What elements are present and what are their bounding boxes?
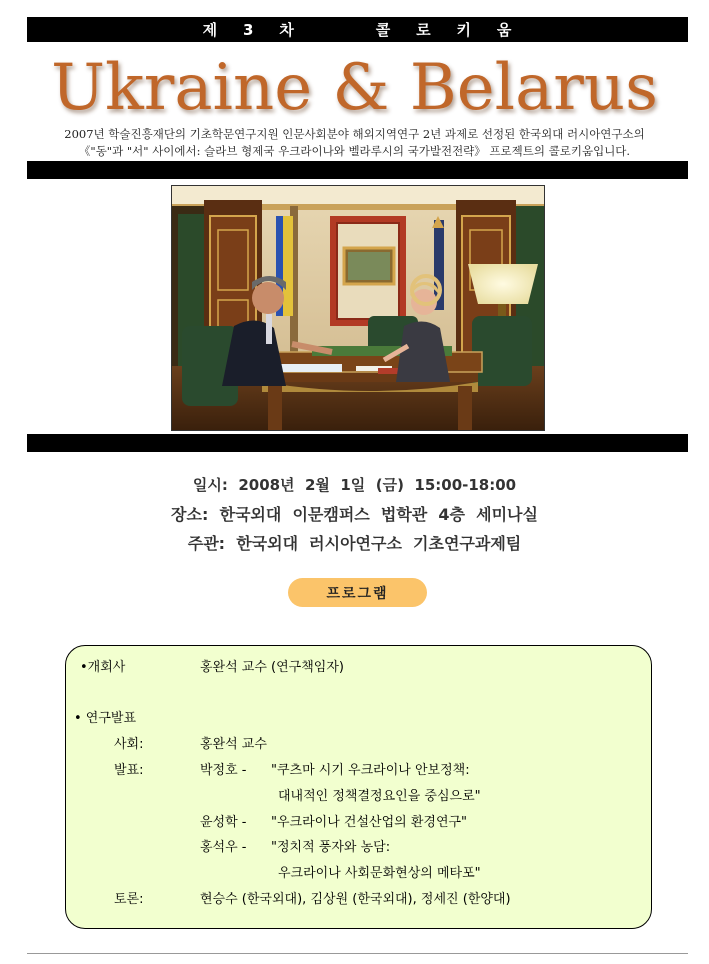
chair-label: 사회: <box>114 737 144 752</box>
presenter-label: 발표: <box>114 763 144 778</box>
subtitle-line-1: 2007년 학술진흥재단의 기초학문연구지원 인문사회분야 해외지역연구 2년 과제로 선정된 한국외대 러시아연구소의 <box>64 127 645 141</box>
meeting-photo <box>171 185 545 431</box>
presenter-2-title: "우크라이나 건설산업의 환경연구" <box>271 815 468 830</box>
presenter-3-name: 홍석우 - <box>200 840 247 855</box>
divider-bar <box>27 161 688 179</box>
event-date: 일시: 2008년 2월 1일 (금) 15:00-18:00 <box>192 476 517 494</box>
presentations-label: • 연구발표 <box>74 711 137 726</box>
opening-label: •개회사 <box>80 660 126 675</box>
program-box <box>65 645 652 929</box>
discussion-value: 현승수 (한국외대), 김상원 (한국외대), 정세진 (한양대) <box>200 892 511 907</box>
event-host: 주관: 한국외대 러시아연구소 기초연구과제팀 <box>187 534 522 553</box>
presenter-1-name: 박정호 - <box>200 763 247 778</box>
presenter-3-title-line-1: "정치적 풍자와 농담: <box>271 840 391 855</box>
colloquium-number: 제 3 차 콜 로 키 움 <box>202 21 513 39</box>
presenter-3-title-line-2: 우크라이나 사회문화현상의 메타포" <box>278 866 481 881</box>
header-bar <box>27 17 688 42</box>
opening-value: 홍완석 교수 (연구책임자) <box>200 660 344 675</box>
event-place: 장소: 한국외대 이문캠퍼스 법학관 4층 세미나실 <box>171 505 538 524</box>
subtitle <box>20 126 689 160</box>
program-button[interactable]: 프로그램 <box>288 578 427 607</box>
presenter-1-title-line-1: "쿠츠마 시기 우크라이나 안보정책: <box>271 763 470 778</box>
presenter-1-title-line-2: 대내적인 정책결정요인을 중심으로" <box>278 789 481 804</box>
chair-value: 홍완석 교수 <box>200 737 267 752</box>
discussion-label: 토론: <box>114 892 144 907</box>
divider-bar <box>27 434 688 452</box>
subtitle-line-2: 《"동"과 "서" 사이에서: 슬라브 형제국 우크라이나와 벨라루시의 국가발전전략》 프로젝트의 콜로키움입니다. <box>78 144 631 158</box>
presenter-2-name: 윤성학 - <box>200 815 247 830</box>
page-title: Ukraine & Belarus <box>51 51 658 125</box>
footer-divider <box>27 953 688 954</box>
